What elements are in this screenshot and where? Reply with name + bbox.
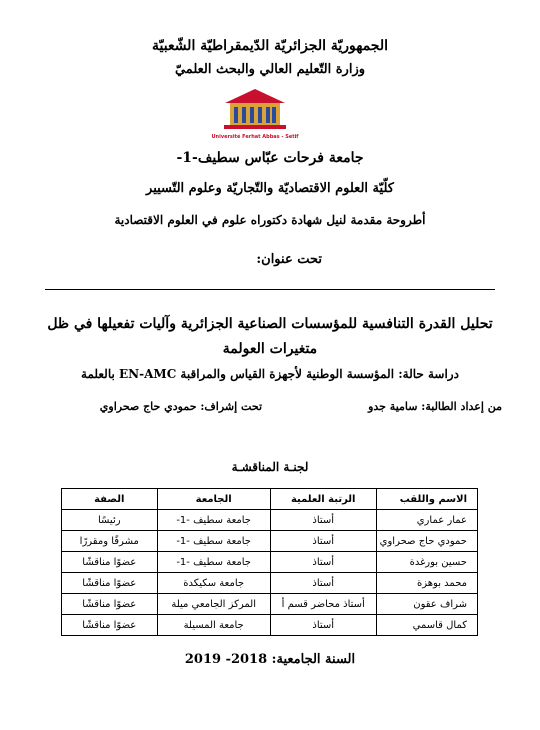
logo-caption: Université Ferhat Abbas - Setif [211,134,299,140]
student-credit: من إعداد الطالبة: سامية جدو [368,400,502,413]
table-header-row [62,489,478,510]
university-name: جامعة فرحات عبّاس سطيف-1- [176,150,364,166]
member-name: شراف عقون [376,594,477,615]
member-name: عمار عماري [376,510,477,531]
table-row [62,573,478,594]
faculty-name: كلّيّة العلوم الاقتصاديّة والتّجاريّة وعلوم التّسيير [146,181,394,196]
member-name: حسين بورغدة [376,552,477,573]
col-header-name: الاسم واللقب [376,489,477,510]
member-role: عضوًا مناقشًا [62,594,158,615]
committee-heading: لجنـة المناقشـة [231,460,309,474]
member-role: مشرفًا ومقررًا [62,531,158,552]
member-name: محمد بوهزة [376,573,477,594]
member-rank: أستاذ [270,552,376,573]
case-study: دراسة حالة: المؤسسة الوطنية لأجهزة القياس والمراقبة EN-AMC بالعلمة [81,367,459,381]
table-row [62,510,478,531]
member-rank: أستاذ محاضر قسم أ [270,594,376,615]
member-university: جامعة سكيكدة [157,573,270,594]
republic-name: الجمهوريّة الجزائريّة الدّيمقراطيّة الشّعبيّة [151,38,388,54]
col-header-university: الجامعة [157,489,270,510]
committee-table [61,488,478,636]
member-university: جامعة سطيف -1- [157,510,270,531]
col-header-role: الصفة [62,489,158,510]
table-row [62,552,478,573]
member-role: عضوًا مناقشًا [62,573,158,594]
member-university: جامعة سطيف -1- [157,531,270,552]
table-row [62,615,478,636]
thesis-title-line1: تحليل القدرة التنافسية للمؤسسات الصناعية الجزائرية وآليات تفعيلها في ظل [47,316,493,332]
academic-year: السنة الجامعية: 2018- 2019 [184,652,356,667]
member-name: كمال قاسمي [376,615,477,636]
member-university: المركز الجامعي ميلة [157,594,270,615]
member-university: جامعة المسيلة [157,615,270,636]
member-rank: أستاذ [270,531,376,552]
member-rank: أستاذ [270,510,376,531]
member-role: عضوًا مناقشًا [62,615,158,636]
supervisor-credit: تحت إشراف: حمودي حاج صحراوي [99,400,262,413]
title-label: تحت عنوان: [256,252,322,267]
member-role: رئيسًا [62,510,158,531]
member-rank: أستاذ [270,615,376,636]
divider [45,289,495,290]
thesis-title-line2: متغيرات العولمة [222,341,318,357]
member-name: حمودي حاج صحراوي [376,531,477,552]
col-header-rank: الرتبة العلمية [270,489,376,510]
member-rank: أستاذ [270,573,376,594]
member-university: جامعة سطيف -1- [157,552,270,573]
member-role: عضوًا مناقشًا [62,552,158,573]
thesis-type: أطروحة مقدمة لنيل شهادة دكتوراه علوم في العلوم الاقتصادية [114,213,426,227]
table-row [62,594,478,615]
ministry-name: وزارة التّعليم العالي والبحث العلميّ [174,62,366,77]
table-row [62,531,478,552]
university-logo-icon [210,83,300,141]
